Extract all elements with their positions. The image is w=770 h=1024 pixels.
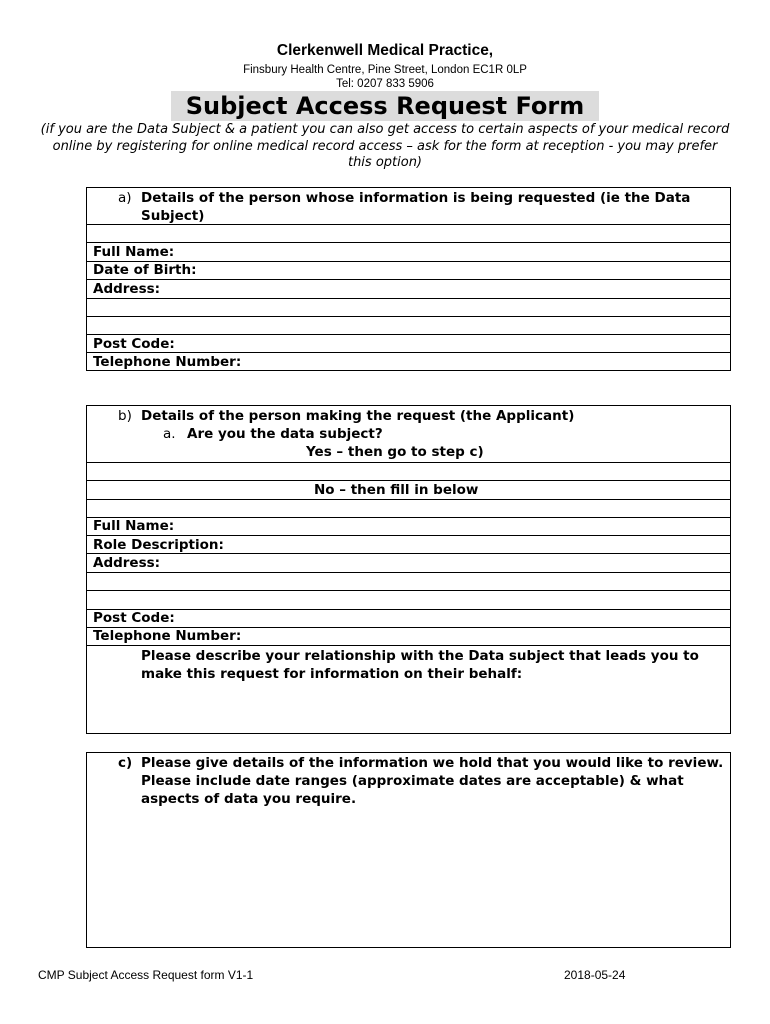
section-b-letter: b) [118, 408, 132, 424]
row-divider [87, 224, 730, 225]
intro-note: (if you are the Data Subject & a patient you can also get access to certain aspects of your medical record online by registering for online medical record access – ask for the form at reception - you may prefer this option) [40, 122, 730, 170]
row-divider [87, 590, 730, 591]
relationship-prompt[interactable]: Please describe your relationship with the Data subject that leads you to make this request for information on their behalf: [141, 648, 699, 682]
section-c-box[interactable] [86, 752, 731, 948]
option-no[interactable]: No – then fill in below [314, 482, 479, 498]
row-divider [87, 480, 730, 481]
row-divider [87, 352, 730, 353]
section-b-box [86, 405, 731, 734]
question-letter: a. [163, 426, 176, 442]
section-a-letter: a) [118, 190, 132, 206]
row-divider [87, 609, 730, 610]
footer-form-id: CMP Subject Access Request form V1-1 [38, 968, 254, 982]
footer-date: 2018-05-24 [564, 968, 626, 982]
row-divider [87, 553, 730, 554]
a-postcode-label[interactable]: Post Code: [93, 336, 175, 352]
row-divider [87, 279, 730, 280]
option-yes[interactable]: Yes – then go to step c) [306, 444, 484, 460]
b-address-label[interactable]: Address: [93, 555, 161, 571]
a-address-label[interactable]: Address: [93, 281, 161, 297]
page-title: Subject Access Request Form [171, 91, 599, 121]
a-dob-label[interactable]: Date of Birth: [93, 262, 197, 278]
b-role-label[interactable]: Role Description: [93, 537, 224, 553]
row-divider [87, 517, 730, 518]
b-postcode-label[interactable]: Post Code: [93, 610, 175, 626]
section-c-letter: c) [118, 755, 133, 771]
section-a-heading: Details of the person whose information is being requested (ie the Data Subject) [141, 190, 691, 224]
row-divider [87, 645, 730, 646]
practice-name: Clerkenwell Medical Practice, [276, 42, 494, 59]
row-divider [87, 462, 730, 463]
row-divider [87, 316, 730, 317]
b-telephone-label[interactable]: Telephone Number: [93, 628, 242, 644]
section-a-box [86, 187, 731, 371]
practice-address: Finsbury Health Centre, Pine Street, London EC1R 0LP [243, 64, 527, 76]
row-divider [87, 298, 730, 299]
section-b-heading: Details of the person making the request (the Applicant) [141, 408, 575, 424]
row-divider [87, 334, 730, 335]
row-divider [87, 499, 730, 500]
row-divider [87, 572, 730, 573]
a-full-name-label[interactable]: Full Name: [93, 244, 175, 260]
b-full-name-label[interactable]: Full Name: [93, 518, 175, 534]
data-subject-question: Are you the data subject? [187, 426, 383, 442]
practice-telephone: Tel: 0207 833 5906 [336, 78, 434, 90]
row-divider [87, 242, 730, 243]
row-divider [87, 535, 730, 536]
a-telephone-label[interactable]: Telephone Number: [93, 354, 242, 370]
section-c-heading: Please give details of the information we hold that you would like to review. Please include date ranges (approximate dates are acceptable) & what aspects of data you require. [141, 755, 724, 807]
